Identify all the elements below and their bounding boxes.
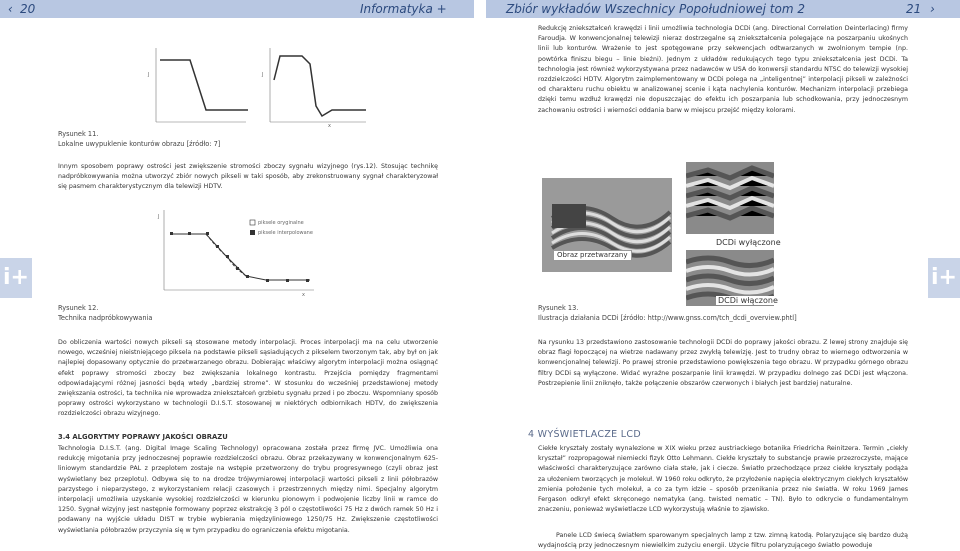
fig11-b-xlabel: x xyxy=(328,123,331,128)
right-paragraph-fig13: Na rysunku 13 przedstawiono zastosowanie technologii DCDi do poprawy jakości obrazu. Z lewej strony znajduje się obraz flagi łopoczącej na wietrze nadawany przez zwykłą telewizję. Jest to trudny obraz to wiernego odtworzenia w konwencjonalnej telewizji. Po prawej stronie przedstawiono powiększenia tego obrazu. W przypadku górnego obrazu filtry DCDi są wyłączone. Widać wyraźne poszarpanie linii krawędzi. W przypadku dolnego zaś DCDi jest włączona. Postrzepienie linii zniknęło, także połączenie obszarów czerwonych i białych jest bardziej naturalne. xyxy=(538,339,908,387)
page-number-right: 21 xyxy=(906,2,922,16)
section-4-title: 4 WYŚWIETLACZE LCD xyxy=(528,429,641,440)
header-title-right: Zbiór wykładów Wszechnicy Popołudniowej tom 2 xyxy=(506,2,805,16)
fig12-caption xyxy=(58,304,278,323)
fig13-caption xyxy=(538,304,908,323)
fig11-plot-a xyxy=(140,44,252,132)
section-34-title: 3.4 ALGORYTMY POPRAWY JAKOŚCI OBRAZU xyxy=(58,433,228,441)
section-34-text: Technologia D.I.S.T. (ang. Digital Image Scaling Technology) opracowana została przez firmę JVC. Umożliwia ona redukcję migotania przy jednoczesnej poprawie rozdzielczości obrazu. Obraz przekazywany w konwencjonalnym 625-liniowym standardzie PAL z przeplotem zostaje na wstępie przetworzony do trybu progresywnego (czyli obraz jest wyświetlany bez przeplotu). Odbywa się to na drodze trójwymiarowej interpolacji wartości pikseli z linii półobrazów parzystego i nieparzystego, z wykorzystaniem relacji czasowych i przestrzennych między nimi. Specjalny algorytm interpolacji umożliwia uzyskanie wysokiej rozdzielczości w kierunku pionowym i podwojenie liczby linii w ramce do 1250. Sygnał wizyjny jest następnie formowany poprzez ekstrakcję 3 pól o częstotliwości 75 Hz z dwóch ramek 50 Hz i podawany na wyjście układu DIST w trybie wybierania międzyliniowego 1250/75 Hz. Zwiększenie częstotliwości wyświetlania półobrazów przyczynia się w tym przypadku do ograniczenia efektu migotania. xyxy=(58,445,438,534)
iplus-logo-left: i+ xyxy=(0,258,32,298)
fig11-caption-text: Lokalne uwypuklenie konturów obrazu [źródło: 7] xyxy=(58,139,221,148)
fig13-caption-text: Ilustracja działania DCDi [źródło: http://www.gnss.com/tch_dcdi_overview.phtl] xyxy=(538,313,797,322)
fig13-caption-number: Rysunek 13. xyxy=(538,304,579,312)
fig13-flag-off xyxy=(686,162,774,234)
fig12-legend-interpolated: piksele interpolowane xyxy=(258,230,313,236)
page-number-left: 20 xyxy=(20,2,36,16)
header-title-left: Informatyka + xyxy=(360,2,447,16)
right-top-paragraph: Redukcję zniekształceń krawędzi i linii umożliwia technologia DCDi (ang. Directional Correlation Deinterlacing) firmy Faroudja. W konwencjonalnej telewizji nieraz dostrzegalne są zniekształcenia polegające na poszarpaniu ukośnych linii lub konturów. Wrażenie to jest spotęgowane przy sekwencjach odtwarzanych w zwolnionym tempie (np. powtórka finiszu biegu – linie bieżni). Jednym z układów redukujących tego typu zniekształcenia jest DCDi. Ta technologia jest również wykorzystywana przez nadawców w USA do konwersji standardu NTSC do telewizji wysokiej rozdzielczości HDTV. Algorytm zaimplementowany w DCDi polega na „inteligentnej” interpolacji pikseli w zależności od charakteru ruchu obiektu w analizowanej scenie i kąta nachylenia konturów. Mechanizm interpolacji przebiega dzięki temu wzdłuż krawędzi nie dopuszczając do efektu ich poszarpania lub schodkowania, przy jednoczesnym zachowaniu ostrości i wierności oddania barw w miejscu przejść między kolorami. xyxy=(538,25,908,114)
section-4-text-2: Panele LCD świecą światłem sparowanym specjalnych lamp z tzw. zimną katodą. Polaryzujące się bardzo dużą wydajnością przy jednoczesnym niewielkim zużyciu energii. Użycie filtru polaryzującego światło powoduje xyxy=(538,532,908,550)
iplus-logo-right: i+ xyxy=(928,258,960,298)
fig13-label-original: Obraz przetwarzany xyxy=(553,250,632,261)
fig12-xlabel: x xyxy=(302,292,305,298)
prev-page-arrow[interactable]: ‹ xyxy=(8,2,13,16)
fig12-caption-text: Technika nadpróbkowywania xyxy=(58,313,153,322)
next-page-arrow[interactable]: › xyxy=(930,2,935,16)
fig11-caption xyxy=(58,130,278,149)
fig12-ylabel: J xyxy=(158,214,160,220)
section-4-text: Ciekłe kryształy zostały wynalezione w XIX wieku przez austriackiego botanika Friedricha Reinitzera. Termin „ciekły kryształ” rozpropagował niemiecki fizyk Otto Lehmann. Ciekłe kryształy to substancje prawie przezroczyste, mające właściwości charakteryzujące zarówno ciała stałe, jak i ciecze. Światło przechodzące przez ciekłe kryształy podąża za ułożeniem tworzących je molekuł. W 1960 roku odkryto, że przyłożenie napięcia elektrycznym ciekłych kryształów zmienia położenie tych molekuł, a co za tym idzie – sposób przenikania przez nie światła. W roku 1969 James Fergason odkrył efekt skręconego nematyka (ang. twisted nematic – TN). Było to odkrycie o fundamentalnym znaczeniu, ponieważ wyświetlacze LCD wykorzystują właśnie to zjawisko. xyxy=(538,445,908,514)
fig11-b-ylabel: J xyxy=(262,72,264,78)
fig12-caption-number: Rysunek 12. xyxy=(58,304,99,312)
left-paragraph-interpolation: Do obliczenia wartości nowych pikseli są stosowane metody interpolacji. Proces interpolacji ma na celu utworzenie nowego, wcześniej nieistniejącego piksela na podstawie pikseli sąsiadujących z pikselem tworzonym tak, aby był on jak najlepiej dopasowany optycznie do przetwarzanego obrazu. Dobierając właściwy algorytm interpolacji można osiągnąć efekt poprawy stromości zboczy bez zwiększania lokalnego kontrastu. Przejścia pomiędzy fragmentami odpowiadającymi różnej jasności będą wtedy „bardziej strome”. W stosunku do wcześniej przedstawionej metody zwiększania ostrości, ta technika nie wprowadza zniekształceń grzbietu sygnału przed i po zboczu. Wspomniany sposób poprawy ostrości wykorzystano w technologii D.I.S.T. stosowanej w niektórych odbiornikach HDTV, do zwiększenia rozdzielczości obrazu wizyjnego. xyxy=(58,339,438,418)
fig12-plot xyxy=(150,206,320,302)
fig11-plot-b xyxy=(260,44,372,132)
fig11-a-ylabel: J xyxy=(148,72,150,78)
left-intro-paragraph: Innym sposobem poprawy ostrości jest zwiększenie stromości zboczy sygnału wizyjnego (rys.12). Stosując technikę nadpróbkowywania można utworzyć zbiór nowych pikseli w taki sposób, aby zrekonstruowany sygnał charakteryzował się pasmem charakterystycznym dla telewizji HDTV. xyxy=(58,163,438,191)
fig13-label-off: DCDi wyłączone xyxy=(716,238,781,247)
fig12-legend-original: piksele oryginalne xyxy=(258,220,304,226)
header-left xyxy=(0,0,474,18)
fig11-caption-number: Rysunek 11. xyxy=(58,130,99,138)
header-right xyxy=(486,0,960,18)
fig13-label-on: DCDi włączone xyxy=(718,296,778,305)
